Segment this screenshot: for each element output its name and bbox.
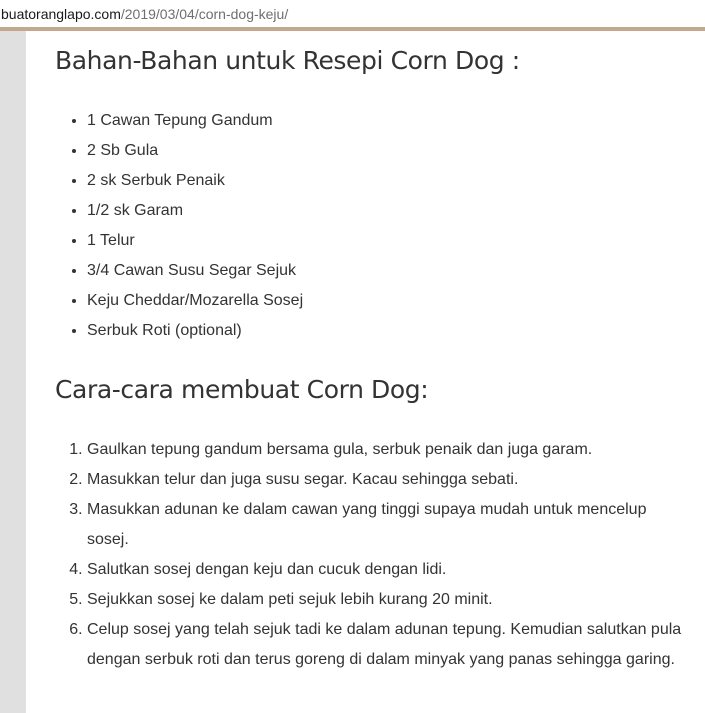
steps-heading: Cara-cara membuat Corn Dog: <box>55 375 429 404</box>
ingredient-item: • Keju Cheddar/Mozarella Sosej <box>87 286 687 316</box>
ingredients-list <box>87 106 687 346</box>
url-path: /2019/03/04/corn-dog-keju/ <box>120 6 289 22</box>
step-item: 1. Gaulkan tepung gandum bersama gula, serbuk penaik dan juga garam. <box>87 435 687 465</box>
step-item: 2. Masukkan telur dan juga susu segar. Kacau sehingga sebati. <box>87 465 687 495</box>
ingredient-item: • Serbuk Roti (optional) <box>87 316 687 346</box>
address-bar[interactable] <box>0 0 705 27</box>
ingredient-item: • 1 Telur <box>87 226 687 256</box>
ingredient-item: • 1/2 sk Garam <box>87 196 687 226</box>
ingredient-item: • 1 Cawan Tepung Gandum <box>87 106 687 136</box>
ingredient-item: • 2 Sb Gula <box>87 136 687 166</box>
left-sidebar-strip <box>0 31 26 713</box>
step-item: 6. Celup sosej yang telah sejuk tadi ke dalam adunan tepung. Kemudian salutkan pula dengan serbuk roti dan terus goreng di dalam minyak yang panas sehingga garing. <box>87 615 687 675</box>
ingredients-heading: Bahan-Bahan untuk Resepi Corn Dog : <box>55 46 520 75</box>
ingredient-item: • 2 sk Serbuk Penaik <box>87 166 687 196</box>
step-item: 4. Salutkan sosej dengan keju dan cucuk dengan lidi. <box>87 555 687 585</box>
step-item: 5. Sejukkan sosej ke dalam peti sejuk lebih kurang 20 minit. <box>87 585 687 615</box>
url-host: buatoranglapo.com <box>1 6 121 22</box>
ingredient-item: • 3/4 Cawan Susu Segar Sejuk <box>87 256 687 286</box>
steps-list <box>87 435 687 675</box>
step-item: 3. Masukkan adunan ke dalam cawan yang tinggi supaya mudah untuk mencelup sosej. <box>87 495 687 555</box>
